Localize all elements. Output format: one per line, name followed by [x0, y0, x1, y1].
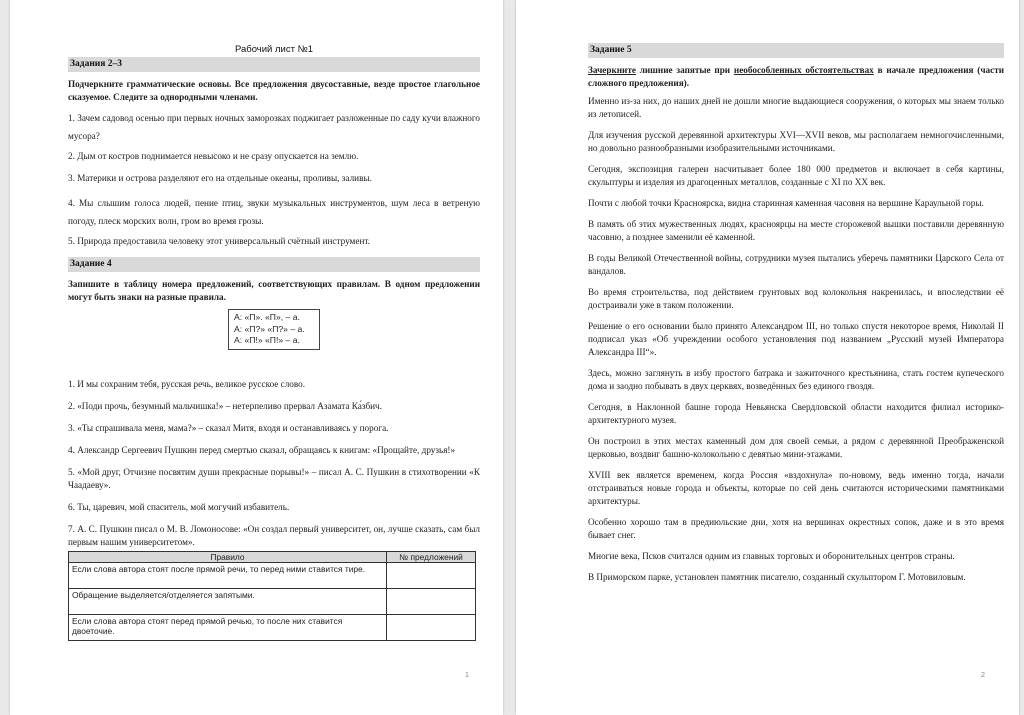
task-5-sentence-13: Особенно хорошо там в предиюльские дни, хотя на вершинах окрестных сопок, даже и в это время бывает снег. [588, 517, 1004, 540]
task-5-sentence-5: В память об этих мужественных людях, красноярцы на месте сторожевой вышки поставили деревянную часовню, а позднее заменили её каменной. [588, 219, 1004, 242]
task-5-sentence-3: Сегодня, экспозиция галереи насчитывает более 180 000 предметов и включает в себя картины, скульптуры и изделия из драгоценных металлов, созданные с XI по XX век. [588, 164, 1004, 187]
tasks-2-3-instruction: Подчеркните грамматические основы. Все предложения двусоставные, везде простое глагольное сказуемое. Следите за однородными членами. [68, 79, 480, 102]
sentence-numbers-cell[interactable] [387, 588, 476, 614]
page-number: 2 [980, 670, 985, 679]
rule-cell: Если слова автора стоят после прямой речи, то перед ними ставится тире. [69, 562, 387, 588]
section-heading-task-5: Задание 5 [588, 43, 1004, 58]
task-4-item-1: 1. И мы сохраним тебя, русская речь, великое русское слово. [68, 378, 306, 389]
page-number: 1 [464, 670, 469, 679]
tasks-2-3-item-2: 2. Дым от костров поднимается невысоко и не сразу опускается на землю. [68, 151, 359, 161]
rule-column-header: Правило [69, 551, 387, 562]
sentence-numbers-column-header: № предложений [387, 551, 476, 562]
task-5-sentence-9: Здесь, можно заглянуть в избу простого батрака и зажиточного крестьянина, стать гостем купеческого дома и заодно побывать в двух церквях, возведённых без единого гвоздя. [588, 368, 1004, 391]
task-5-instruction [588, 64, 1004, 90]
task-4-instruction: Запишите в таблицу номера предложений, соответствующих правилам. В одном предложении могут быть знаки на разные правила. [68, 279, 480, 302]
scheme-line-1: А: «П». «П», – а. [234, 312, 300, 322]
document-page-2 [516, 0, 1019, 715]
instruction-keyword-cross-out: Зачеркните [588, 65, 636, 75]
task-5-sentence-2: Для изучения русской деревянной архитектуры XVI—XVII веков, мы располагаем немногочисленными, но довольно разнообразными изобразительными источниками. [588, 130, 1004, 153]
scheme-line-3: А: «П!» «П!» – а. [234, 335, 300, 345]
rule-cell: Обращение выделяется/отделяется запятыми. [69, 588, 387, 614]
task-5-sentence-8: Решение о его основании было принято Александром III, но только спустя некоторое время, Николай II подписал указ «Об учреждении особого установления под названием „Русский музей Императора Александра III“». [588, 321, 1004, 357]
instruction-keyword-circumstances: необособленных обстоятельствах [733, 65, 874, 75]
punctuation-schemes-box [228, 309, 320, 350]
tasks-2-3-item-3: 3. Материки и острова разделяют его на отдельные океаны, проливы, заливы. [68, 173, 372, 183]
task-4-item-7: 7. А. С. Пушкин писал о М. В. Ломоносове: «Он создал первый университет, он, лучше сказать, сам был первым нашим университетом». [68, 523, 480, 547]
instruction-text-2: в начале предложения (части сложного предложения). [588, 65, 1005, 88]
tasks-2-3-item-1: 1. Зачем садовод осенью при первых ночных заморозках поджигает разложенные по саду кучи влажного мусора? [68, 113, 480, 141]
scheme-line-2: А: «П?» «П?» – а. [234, 323, 305, 334]
rules-table [68, 551, 476, 641]
task-5-sentence-12: XVIII век является временем, когда Россия «вздохнула» по-новому, ведь именно тогда, начали отстраиваться новые города и объекты, которые по сей день считаются историческими памятниками архитектуры. [588, 470, 1004, 506]
section-heading-tasks-2-3: Задания 2–3 [68, 57, 480, 72]
instruction-text-1: лишние запятые при [635, 65, 734, 75]
task-4-item-3: 3. «Ты спрашивала меня, мама?» – сказал Митя, входя и останавливаясь у порога. [68, 422, 389, 433]
worksheet-title: Рабочий лист №1 [234, 44, 314, 55]
task-4-item-2: 2. «Поди прочь, безумный мальчишка!» – нетерпеливо прервал Азамата Ка́збич. [68, 400, 382, 411]
task-4-item-5: 5. «Мой друг, Отчизне посвятим души прекрасные порывы!» – писал А. С. Пушкин в стихотворении «К Чаадаеву». [68, 466, 480, 490]
rule-cell: Если слова автора стоят перед прямой речью, то после них ставится двоеточие. [69, 614, 387, 640]
task-5-sentence-7: Во время строительства, под действием грунтовых вод колокольня накренилась, и впоследствии её достраивали уже в таком положении. [588, 287, 1004, 310]
page-1-content [68, 43, 480, 641]
sentence-numbers-cell[interactable] [387, 614, 476, 640]
task-5-sentence-15: В Приморском парке, установлен памятник писателю, созданный скульптором Г. Мотовиловым. [588, 572, 966, 582]
task-4-item-6: 6. Ты, царевич, мой спаситель, мой могучий избавитель. [68, 501, 290, 512]
section-heading-task-4: Задание 4 [68, 257, 480, 272]
task-5-sentence-4: Почти с любой точки Красноярска, видна старинная каменная часовня на вершине Караульной горы. [588, 198, 984, 208]
document-page-1 [10, 0, 503, 715]
sentence-numbers-cell[interactable] [387, 562, 476, 588]
task-5-sentence-1: Именно из-за них, до наших дней не дошли многие выдающиеся сооружения, о которых мы знаем только из летописей. [588, 96, 1004, 119]
page-2-content [588, 43, 1004, 592]
table-row [69, 588, 476, 614]
task-5-sentence-10: Сегодня, в Наклонной башне города Невьянска Свердловской области находится филиал историко-архитектурного музея. [588, 402, 1004, 425]
table-row [69, 562, 476, 588]
table-row [69, 614, 476, 640]
task-5-sentence-11: Он построил в этих местах каменный дом для своей семьи, а рядом с деревянной Преображенской церковью, воздвиг башню-колокольню с девятью мини-этажами. [588, 436, 1004, 459]
task-5-sentence-14: Многие века, Псков считался одним из главных торговых и оборонительных центров страны. [588, 551, 955, 561]
task-4-item-4: 4. Александр Сергеевич Пушкин перед смертью сказал, обращаясь к книгам: «Прощайте, друзья!» [68, 444, 456, 455]
tasks-2-3-item-5: 5. Природа предоставила человеку этот универсальный счётный инструмент. [68, 236, 370, 246]
task-5-sentence-6: В годы Великой Отечественной войны, сотрудники музея пытались уберечь памятники Царского Села от вандалов. [588, 253, 1004, 276]
tasks-2-3-item-4: 4. Мы слышим голоса людей, пение птиц, звуки музыкальных инструментов, шум леса в ветреную погоду, плеск морских волн, гром во время грозы. [68, 198, 480, 226]
rules-table-header-row [69, 551, 476, 562]
